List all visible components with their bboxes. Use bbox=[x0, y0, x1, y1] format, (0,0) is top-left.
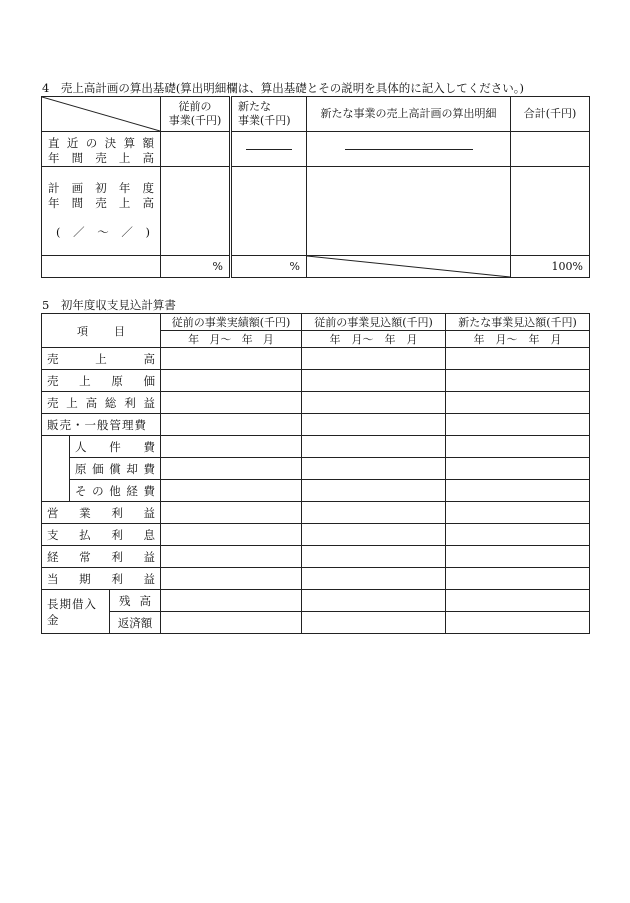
value-cell[interactable] bbox=[302, 348, 446, 370]
label-text bbox=[47, 351, 155, 367]
char: 決 bbox=[104, 136, 117, 150]
char: 画 bbox=[71, 181, 84, 195]
value-cell[interactable] bbox=[446, 480, 590, 502]
label-text bbox=[75, 483, 155, 499]
char: 年 bbox=[48, 151, 60, 165]
char: 売 bbox=[95, 151, 107, 165]
char: 償 bbox=[109, 461, 121, 476]
value-cell[interactable] bbox=[302, 414, 446, 436]
char: そ bbox=[75, 483, 87, 498]
period-line bbox=[56, 225, 150, 240]
personnel-label bbox=[70, 436, 161, 458]
period-text bbox=[302, 331, 445, 347]
label-text bbox=[47, 571, 155, 587]
label-line bbox=[48, 136, 154, 151]
table-row bbox=[42, 590, 590, 612]
gross-profit-label bbox=[42, 392, 161, 414]
value-cell[interactable] bbox=[446, 524, 590, 546]
section5-title: 5 初年度収支見込計算書 bbox=[42, 298, 176, 312]
header-line: 事業(千円) bbox=[168, 114, 222, 127]
char: 月 bbox=[550, 333, 562, 346]
char: 高 bbox=[142, 196, 154, 210]
char: ) bbox=[145, 225, 150, 239]
value-cell[interactable] bbox=[161, 546, 302, 568]
value-cell[interactable] bbox=[446, 436, 590, 458]
section4-title: 4 売上高計画の算出基礎(算出明細欄は、算出基礎とその説明を具体的に記入してください。) bbox=[42, 81, 525, 95]
detail-header: 新たな事業の売上高計画の算出明細 bbox=[307, 97, 511, 132]
char: 売 bbox=[47, 351, 59, 366]
value-cell[interactable] bbox=[161, 480, 302, 502]
char: 利 bbox=[111, 549, 123, 564]
header-line: 事業(千円) bbox=[238, 114, 291, 127]
table-row bbox=[42, 568, 590, 590]
value-cell[interactable] bbox=[302, 370, 446, 392]
value-cell[interactable] bbox=[446, 546, 590, 568]
char: ／ bbox=[73, 225, 85, 239]
label-text bbox=[75, 461, 155, 477]
char: 月〜 bbox=[351, 333, 374, 346]
char: 支 bbox=[47, 527, 59, 542]
value-cell[interactable] bbox=[161, 436, 302, 458]
char: 上 bbox=[95, 351, 107, 366]
table-row bbox=[42, 458, 590, 480]
char: 間 bbox=[71, 151, 84, 165]
value-cell[interactable] bbox=[302, 524, 446, 546]
char: 間 bbox=[71, 196, 84, 210]
recent-settlement-label bbox=[42, 132, 161, 167]
sga-indent-cell bbox=[42, 436, 70, 502]
label-text bbox=[47, 395, 155, 411]
char: 計 bbox=[48, 181, 60, 195]
value-cell[interactable] bbox=[302, 568, 446, 590]
char: 初 bbox=[95, 181, 107, 195]
income-statement-table bbox=[41, 313, 590, 634]
char: 価 bbox=[143, 373, 156, 388]
char: 経 bbox=[126, 483, 138, 498]
char: 残 bbox=[119, 593, 131, 608]
char: ／ bbox=[121, 225, 133, 239]
char: 年 bbox=[118, 181, 131, 195]
new-forecast-period bbox=[446, 331, 590, 348]
plan-first-year-label bbox=[42, 167, 161, 256]
existing-forecast-header: 従前の事業見込額(千円) bbox=[302, 314, 446, 331]
char: 当 bbox=[47, 571, 59, 586]
char: 近 bbox=[66, 136, 79, 150]
sales-label bbox=[42, 348, 161, 370]
label-text bbox=[75, 439, 155, 455]
other-expenses-label bbox=[70, 480, 161, 502]
label-line bbox=[48, 196, 154, 211]
char: 年 bbox=[329, 333, 341, 346]
char: 月〜 bbox=[209, 333, 232, 346]
value-cell[interactable] bbox=[302, 458, 446, 480]
ordinary-profit-label bbox=[42, 546, 161, 568]
value-cell[interactable] bbox=[446, 414, 590, 436]
char: 払 bbox=[79, 527, 91, 542]
value-cell[interactable] bbox=[446, 370, 590, 392]
char: 上 bbox=[79, 373, 91, 388]
char: 費 bbox=[143, 439, 155, 454]
char: ( bbox=[56, 225, 61, 239]
table-row bbox=[42, 436, 590, 458]
char: 益 bbox=[143, 571, 156, 586]
value-cell[interactable] bbox=[161, 612, 302, 634]
value-cell[interactable] bbox=[446, 590, 590, 612]
char: 目 bbox=[114, 324, 125, 338]
char: 営 bbox=[47, 505, 59, 520]
value-cell[interactable] bbox=[161, 414, 302, 436]
value-cell[interactable] bbox=[161, 370, 302, 392]
char: 度 bbox=[142, 181, 154, 195]
plan-new-input[interactable] bbox=[231, 167, 307, 256]
long-term-loans-label: 長期借入金 bbox=[42, 590, 110, 634]
char: 年 bbox=[241, 333, 253, 346]
value-cell[interactable] bbox=[446, 392, 590, 414]
depreciation-label bbox=[70, 458, 161, 480]
net-profit-label bbox=[42, 568, 161, 590]
item-header bbox=[42, 314, 161, 348]
recent-existing-input[interactable] bbox=[161, 132, 231, 167]
value-cell[interactable] bbox=[446, 348, 590, 370]
item-header-text bbox=[77, 323, 125, 339]
value-cell[interactable] bbox=[161, 392, 302, 414]
new-forecast-header: 新たな事業見込額(千円) bbox=[446, 314, 590, 331]
char: 直 bbox=[48, 136, 60, 150]
label-text bbox=[47, 549, 155, 565]
existing-actual-header: 従前の事業実績額(千円) bbox=[161, 314, 302, 331]
char: 益 bbox=[143, 395, 155, 410]
char: 高 bbox=[85, 395, 98, 410]
char: 年 bbox=[528, 333, 540, 346]
char: 年 bbox=[48, 196, 60, 210]
char: 件 bbox=[109, 439, 121, 454]
value-cell[interactable] bbox=[302, 480, 446, 502]
char: 他 bbox=[109, 483, 121, 498]
char: 人 bbox=[75, 439, 87, 454]
table-row bbox=[42, 370, 590, 392]
blank-dash bbox=[345, 149, 473, 150]
char: 上 bbox=[66, 395, 78, 410]
char: 上 bbox=[118, 196, 131, 210]
char: 利 bbox=[111, 527, 123, 542]
table-row bbox=[42, 392, 590, 414]
value-cell[interactable] bbox=[161, 348, 302, 370]
char: 業 bbox=[79, 505, 91, 520]
char: 上 bbox=[118, 151, 131, 165]
char: 益 bbox=[143, 549, 156, 564]
table-row bbox=[42, 502, 590, 524]
diagonal-header-cell bbox=[42, 97, 161, 132]
percent-row-label bbox=[42, 256, 161, 278]
char: 年 bbox=[473, 333, 485, 346]
recent-detail-cell bbox=[307, 132, 511, 167]
char: の bbox=[85, 136, 98, 150]
diagonal-line bbox=[42, 97, 160, 131]
char: 売 bbox=[47, 373, 59, 388]
char: 期 bbox=[79, 571, 91, 586]
char: 年 bbox=[188, 333, 200, 346]
table-row bbox=[42, 524, 590, 546]
char: 利 bbox=[124, 395, 136, 410]
char: 却 bbox=[126, 461, 138, 476]
total-percent: 100% bbox=[511, 256, 590, 278]
existing-percent: % bbox=[161, 256, 231, 278]
interest-paid-label bbox=[42, 524, 161, 546]
value-cell[interactable] bbox=[161, 590, 302, 612]
char: 高 bbox=[142, 151, 154, 165]
table-row bbox=[42, 546, 590, 568]
char: 〜 bbox=[97, 225, 109, 239]
value-cell[interactable] bbox=[161, 524, 302, 546]
char: 費 bbox=[143, 461, 155, 476]
char: の bbox=[92, 483, 104, 498]
char: 項 bbox=[77, 324, 88, 338]
operating-profit-label bbox=[42, 502, 161, 524]
char: 価 bbox=[92, 461, 104, 476]
value-cell[interactable] bbox=[161, 502, 302, 524]
new-business-header bbox=[231, 97, 307, 132]
value-cell[interactable] bbox=[302, 546, 446, 568]
recent-new-cell bbox=[231, 132, 307, 167]
table-row bbox=[42, 480, 590, 502]
header-line: 従前の bbox=[178, 100, 212, 113]
value-cell[interactable] bbox=[302, 392, 446, 414]
char: 益 bbox=[143, 505, 156, 520]
char: 売 bbox=[95, 196, 107, 210]
period-text bbox=[161, 331, 301, 347]
label-line bbox=[48, 151, 154, 166]
existing-business-header bbox=[161, 97, 231, 132]
char: 経 bbox=[47, 549, 59, 564]
recent-total-input[interactable] bbox=[511, 132, 590, 167]
sga-label: 販売・一般管理費 bbox=[42, 414, 161, 436]
char: 息 bbox=[143, 527, 156, 542]
existing-forecast-period bbox=[302, 331, 446, 348]
label-text bbox=[47, 527, 155, 543]
total-header: 合計(千円) bbox=[511, 97, 590, 132]
repayment-label: 返済額 bbox=[110, 612, 161, 634]
existing-actual-period bbox=[161, 331, 302, 348]
char: 年 bbox=[384, 333, 396, 346]
sales-plan-table bbox=[41, 96, 590, 278]
char: 原 bbox=[111, 373, 123, 388]
char: 原 bbox=[75, 461, 87, 476]
balance-label bbox=[110, 590, 161, 612]
char: 月 bbox=[262, 333, 274, 346]
header-line: 新たな bbox=[238, 100, 271, 113]
char: 常 bbox=[79, 549, 91, 564]
label-text bbox=[47, 505, 155, 521]
char: 高 bbox=[139, 593, 152, 608]
char: 算 bbox=[123, 136, 136, 150]
label-line bbox=[48, 181, 154, 196]
value-cell[interactable] bbox=[446, 612, 590, 634]
value-cell[interactable] bbox=[161, 568, 302, 590]
label-text bbox=[115, 593, 155, 609]
value-cell[interactable] bbox=[302, 436, 446, 458]
plan-total-input[interactable] bbox=[511, 167, 590, 256]
value-cell[interactable] bbox=[446, 502, 590, 524]
table-row bbox=[42, 612, 590, 634]
char: 月〜 bbox=[495, 333, 518, 346]
value-cell[interactable] bbox=[302, 612, 446, 634]
table-row bbox=[42, 348, 590, 370]
value-cell[interactable] bbox=[302, 502, 446, 524]
char: 費 bbox=[143, 483, 155, 498]
new-percent: % bbox=[231, 256, 307, 278]
value-cell[interactable] bbox=[302, 590, 446, 612]
blank-dash bbox=[246, 149, 292, 150]
period-text bbox=[446, 331, 589, 347]
value-cell[interactable] bbox=[446, 568, 590, 590]
diagonal-line bbox=[307, 256, 510, 277]
value-cell[interactable] bbox=[446, 458, 590, 480]
detail-percent-diagonal-cell bbox=[307, 256, 511, 278]
char: 総 bbox=[104, 395, 117, 410]
plan-detail-input[interactable] bbox=[307, 167, 511, 256]
label-text bbox=[47, 373, 155, 389]
cost-of-sales-label bbox=[42, 370, 161, 392]
char: 売 bbox=[47, 395, 59, 410]
char: 月 bbox=[406, 333, 418, 346]
table-row bbox=[42, 414, 590, 436]
char: 額 bbox=[142, 136, 154, 150]
value-cell[interactable] bbox=[161, 458, 302, 480]
char: 高 bbox=[143, 351, 155, 366]
char: 利 bbox=[111, 571, 123, 586]
plan-existing-input[interactable] bbox=[161, 167, 231, 256]
char: 利 bbox=[111, 505, 123, 520]
